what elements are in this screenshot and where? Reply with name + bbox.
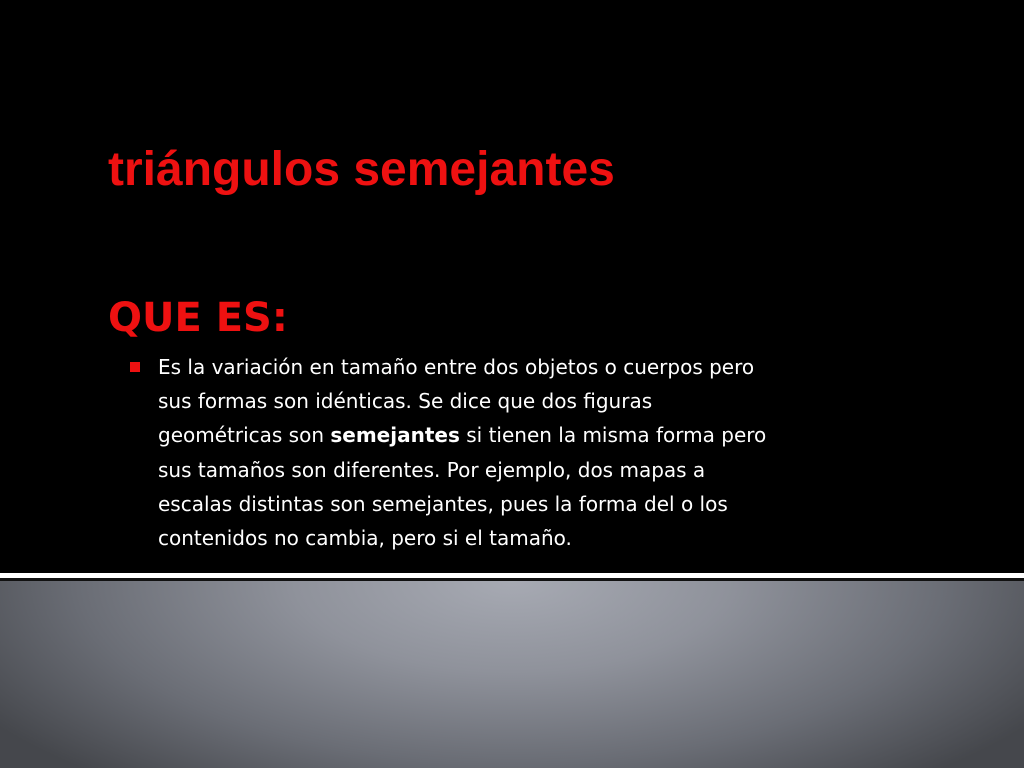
body-line: sus tamaños son diferentes. Por ejemplo, dos mapas a (158, 457, 706, 482)
body-line: escalas distintas son semejantes, pues la forma del o los (158, 491, 728, 516)
body-line: contenidos no cambia, pero si el tamaño. (158, 526, 572, 551)
body-line: sus formas son idénticas. Se dice que dos figuras (158, 389, 653, 414)
bottom-gradient-panel (0, 581, 1024, 768)
square-bullet-icon (130, 362, 140, 372)
body-text-segment: si tienen la misma forma pero (459, 423, 767, 448)
body-paragraph (158, 350, 878, 555)
body-line: Es la variación en tamaño entre dos objetos o cuerpos pero (158, 355, 755, 379)
body-line (158, 418, 878, 452)
slide-subheading: QUE ES: (108, 295, 288, 341)
emphasized-term: semejantes (330, 423, 460, 448)
slide-title: triángulos semejantes (108, 143, 615, 196)
body-text-segment: geométricas son (158, 423, 331, 448)
